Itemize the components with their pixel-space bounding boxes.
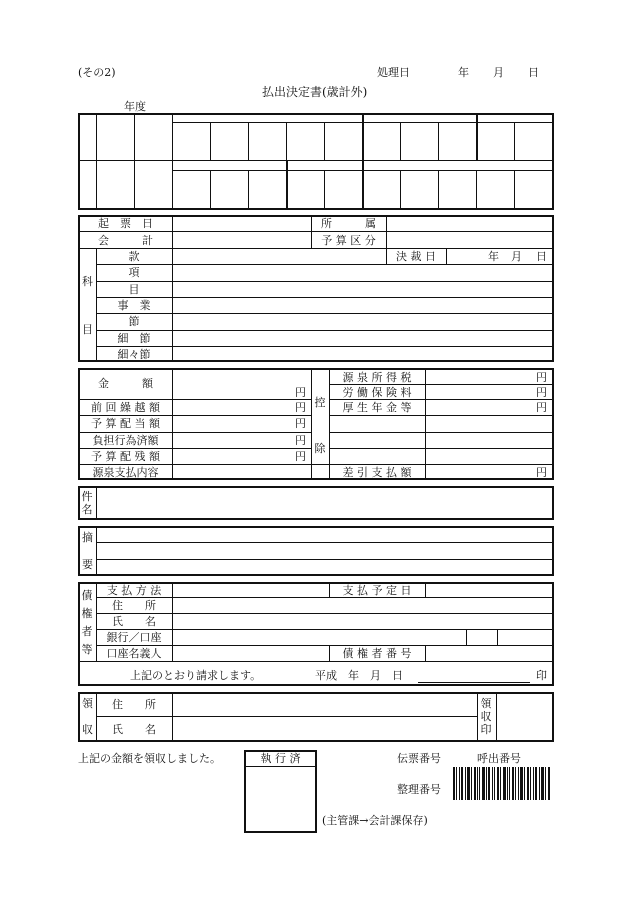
top-code-grid: [78, 113, 554, 210]
futan-label: 負担行為済額: [92, 434, 159, 447]
receipt-seal-label: 領収印: [480, 697, 492, 736]
zangaku-yen: 円: [295, 450, 306, 463]
kenmei-label: 件名: [81, 490, 93, 516]
kihyo-label: 起 票 日: [98, 217, 153, 230]
saikensha-no-label: 債 権 者 番 号: [342, 647, 412, 660]
saisaisetsu-label: 細々節: [117, 348, 151, 361]
sashihiki-label: 差 引 支 払 額: [342, 466, 412, 479]
setsu-label: 節: [128, 315, 140, 328]
sashihiki-yen: 円: [536, 466, 547, 479]
receipt-jusho-label: 住 所: [112, 698, 156, 711]
seiri-label: 整理番号: [397, 783, 441, 796]
processing-date-label: 処理日: [377, 66, 410, 79]
denpyo-label: 伝票番号: [397, 752, 441, 765]
request-text: 上記のとおり請求します。: [130, 669, 262, 682]
processing-year: 年: [458, 66, 469, 79]
kessai-label: 決 裁 日: [396, 250, 436, 263]
kessai-year: 年: [488, 250, 499, 263]
processing-month: 月: [493, 66, 504, 79]
kingaku-yen: 円: [295, 386, 306, 399]
yosan-kubun-label: 予 算 区 分: [321, 234, 376, 247]
kenmei-box: [78, 486, 554, 520]
rodo-label: 労 働 保 険 料: [342, 386, 412, 399]
tekiyo-bottom: 要: [82, 558, 93, 571]
kamoku-ka: 科: [82, 275, 93, 288]
ginko-label: 銀行／口座: [106, 631, 162, 644]
kojo-ko: 控: [314, 396, 326, 409]
meigi-label: 口座名義人: [106, 647, 162, 660]
signature-line: [418, 682, 530, 683]
kingaku-label: 金 額: [98, 377, 153, 390]
creditor-jusho-label: 住 所: [112, 599, 156, 612]
heisei-date: 平成 年 月 日: [315, 669, 403, 682]
kessai-month: 月: [511, 250, 522, 263]
kosei-label: 厚 生 年 金 等: [342, 401, 412, 414]
receipt-ryo: 領: [82, 697, 93, 710]
creditor-side-label: 債権者等: [81, 589, 93, 656]
shotokuzei-label: 源 泉 所 得 税: [342, 371, 412, 384]
yobidashi-label: 呼出番号: [477, 752, 521, 765]
me-label: 目: [128, 283, 140, 296]
gensen-naiyo-label: 源泉支払内容: [92, 466, 159, 479]
kan-label: 款: [128, 250, 140, 263]
haitou-label: 予 算 配 当 額: [91, 417, 160, 430]
form-title: 払出決定書(歳計外): [262, 85, 368, 99]
fiscal-year-label: 年度: [124, 100, 146, 113]
haitou-yen: 円: [295, 417, 306, 430]
kaikei-label: 会 計: [98, 234, 153, 247]
zenkai-label: 前 回 繰 越 額: [91, 401, 160, 414]
zenkai-yen: 円: [295, 401, 306, 414]
kessai-day: 日: [536, 250, 547, 263]
zangaku-label: 予 算 配 残 額: [91, 450, 160, 463]
executed-label: 執 行 済: [260, 752, 301, 765]
saisetsu-label: 細 節: [117, 332, 151, 345]
ko-label: 項: [128, 266, 140, 279]
received-note: 上記の金額を領収しました。: [78, 752, 221, 765]
tekiyo-box: [78, 526, 554, 576]
receipt-shimei-label: 氏 名: [112, 723, 156, 736]
rodo-yen: 円: [536, 386, 547, 399]
futan-yen: 円: [295, 434, 306, 447]
page-number: (その2): [78, 66, 116, 79]
creditor-shimei-label: 氏 名: [112, 615, 156, 628]
receipt-shu: 収: [82, 723, 93, 736]
shozoku-label: 所 属: [321, 217, 376, 230]
jigyo-label: 事 業: [117, 299, 151, 312]
seal-mark: 印: [536, 669, 547, 682]
tekiyo-top: 摘: [82, 531, 93, 544]
barcode-icon: [453, 767, 551, 800]
kojo-jo: 除: [314, 442, 326, 455]
shiharai-hoho-label: 支 払 方 法: [106, 584, 162, 597]
shiharai-yotei-label: 支 払 予 定 日: [342, 584, 412, 597]
kosei-yen: 円: [536, 401, 547, 414]
processing-day: 日: [528, 66, 539, 79]
kamoku-moku: 目: [82, 323, 93, 336]
storage-note: (主管課→会計課保存): [322, 814, 428, 827]
shotokuzei-yen: 円: [536, 371, 547, 384]
